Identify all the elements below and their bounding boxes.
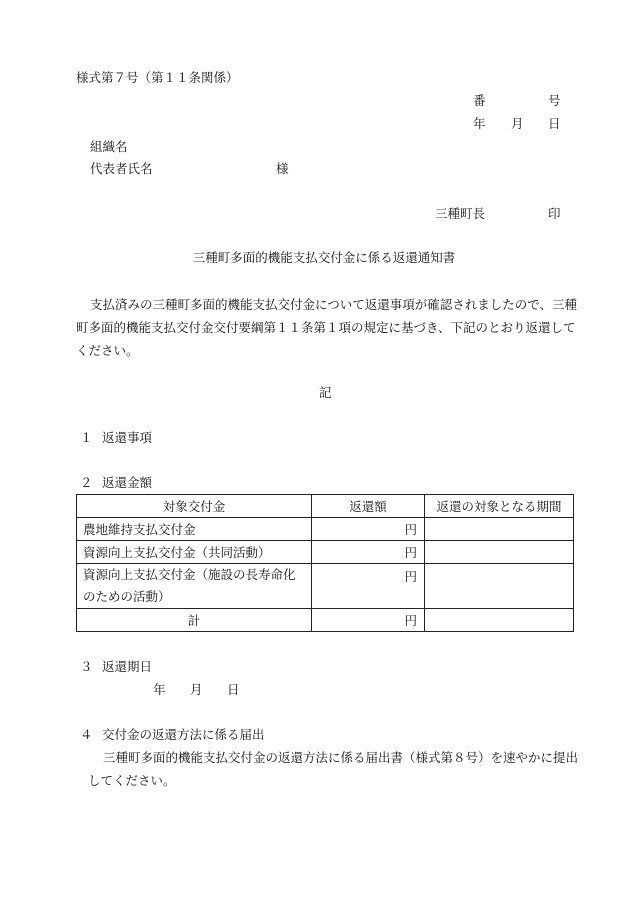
due-date-month-label: 月 (190, 682, 203, 697)
table-cell-period (425, 541, 574, 564)
section-3-title: 返還期日 (102, 659, 153, 674)
section-2-number: ２ (80, 475, 93, 490)
table-cell-period (425, 518, 574, 541)
table-cell-grant-name (77, 564, 312, 609)
due-date-year-label: 年 (153, 682, 166, 697)
table-row (77, 518, 574, 541)
intro-line-2: 町多面的機能支払交付金交付要綱第１１条第１項の規定に基づき、下記のとおり返還して (76, 320, 576, 335)
date-day-label: 日 (548, 116, 561, 131)
table-cell-period (425, 564, 574, 609)
honorific-sama: 様 (276, 161, 289, 176)
number-suffix: 号 (548, 93, 561, 108)
table-cell-grant-name: 農地維持支払交付金 (77, 518, 312, 541)
representative-label: 代表者氏名 (90, 161, 153, 176)
table-cell-grant-name: 資源向上支払交付金（共同活動） (77, 541, 312, 564)
organization-label: 組織名 (90, 139, 128, 154)
intro-line-1: 支払済みの三種町多面的機能支払交付金について返還事項が確認されましたので、三種 (90, 297, 578, 312)
refund-amount-table (76, 494, 574, 632)
table-cell-yen: 円 (312, 564, 425, 609)
due-date-day-label: 日 (227, 682, 240, 697)
section-1-title: 返還事項 (102, 430, 153, 445)
table-total-row (77, 609, 574, 632)
table-total-label: 計 (77, 609, 312, 632)
seal-mark: 印 (548, 206, 561, 221)
table-cell-grant-name-line-1: 資源向上支払交付金（施設の長寿命化 (83, 567, 296, 582)
section-1-number: １ (80, 430, 93, 445)
table-row (77, 564, 574, 609)
table-header-refund-amount: 返還額 (312, 495, 425, 518)
section-2-title: 返還金額 (102, 475, 153, 490)
table-cell-yen: 円 (312, 541, 425, 564)
table-header-refund-period: 返還の対象となる期間 (425, 495, 574, 518)
intro-line-3: ください。 (76, 343, 139, 358)
date-month-label: 月 (511, 116, 524, 131)
form-label: 様式第７号（第１１条関係） (76, 70, 239, 85)
table-total-yen: 円 (312, 609, 425, 632)
section-4-number: ４ (80, 727, 93, 742)
table-header-target-grant: 対象交付金 (77, 495, 312, 518)
document-title: 三種町多面的機能支払交付金に係る返還通知書 (192, 250, 456, 265)
table-cell-yen: 円 (312, 518, 425, 541)
number-label: 番 (473, 93, 486, 108)
table-cell-grant-name-line-2: のための活動） (83, 589, 171, 604)
section-4-body-line-1: 三種町多面的機能支払交付金の返還方法に係る届出書（様式第８号）を速やかに提出 (103, 750, 579, 765)
date-year-label: 年 (473, 116, 486, 131)
section-3-number: ３ (80, 659, 93, 674)
table-total-period (425, 609, 574, 632)
table-row (77, 541, 574, 564)
ki-mark: 記 (319, 385, 332, 400)
sender-title: 三種町長 (435, 206, 486, 221)
section-4-title: 交付金の返還方法に係る届出 (102, 727, 265, 742)
section-4-body-line-2: してください。 (88, 773, 176, 788)
